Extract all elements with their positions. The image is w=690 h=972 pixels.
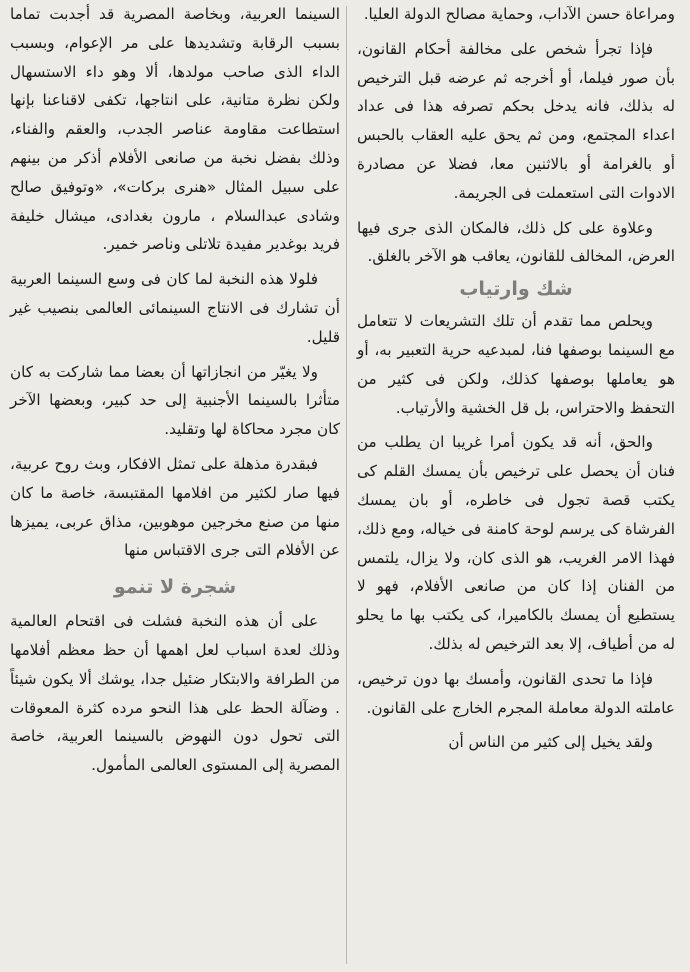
paragraph: ومراعاة حسن الآداب، وحماية مصالح الدولة العليا. [363,5,675,23]
paragraph: على أن هذه النخبة فشلت فى اقتحام العالمية وذلك لعدة اسباب لعل اهمها أن حظ معظم أفلامها من الطرافة والابتكار ضئيل جدا، يوشك ألا يكون شيئاً . وضآلة الحظ على هذا النحو مرده كثرة المعوقات التى تحول دون النهوض بالسينما العربية، خاصة المصرية إلى المستوى العالمى المأمول. [10,612,340,775]
paragraph: السينما العربية، وبخاصة المصرية قد أجدبت تماما بسبب الرقابة وتشديدها على مر الإعوام، وبسبب الداء الذى صاحب مولدها، ألا وهو داء الاستسهال ولكن نظرة متانية، على انتاجها، تكفى لاقناعنا بإنها استطاعت مقاومة عناصر الجدب، والعقم والفناء، وذلك بفضل نخبة من صانعى الأفلام أذكر من بينهم على سبيل المثال «هنرى بركات»، «وتوفيق صالح وشادى عبدالسلام ، مارون بغدادى، ميشال خليفة فريد بوغدير مفيدة تلاتلى وناصر خمير. [10,5,340,254]
paragraph: ويحلص مما تقدم أن تلك التشريعات لا تتعامل مع السينما بوصفها فنا، لمبدعيه حرية التعبير به، أو هو يعاملها بوصفها كذلك، ولكن فى كثير من التحفظ والاحتراس، بل قل الخشية والأرتياب. [357,312,675,417]
paragraph: ولا يغيّر من انجازاتها أن بعضا مما شاركت به كان متأثرا بالسينما الأجنبية إلى حد كبير، وبعضها الآخر كان مجرد محاكاة لها وتقليد. [10,362,340,439]
paragraph: ولقد يخيل إلى كثير من الناس أن [448,733,653,752]
paragraph: فإذا ما تحدى القانون، وأمسك بها دون ترخيص، عاملته الدولة معاملة المجرم الخارج على القانون. [357,669,675,717]
paragraph: فإذا تجرأ شخص على مخالفة أحكام القانون، بأن صور فيلما، أو أخرجه ثم عرضه قبل الترخيص له بذلك، فانه يدخل بحكم تصرفه هذا فى عداد اعداء المجتمع، ومن ثم يحق عليه العقاب بالحبس أو بالغرامة أو بالاثنين معا، فضلا عن مصادرة الادوات التى استعملت فى الجريمة. [357,39,675,202]
column-divider [346,6,347,964]
paragraph: وعلاوة على كل ذلك، فالمكان الذى جرى فيها العرض، المخالف للقانون، يعاقب هو الآخر بالغلق. [357,218,675,266]
paragraph: فبقدرة مذهلة على تمثل الافكار، وبث روح عربية، فيها صار لكثير من افلامها المقتبسة، خاصة ما كان منها من صنع مخرجين موهوبين، مذاق عربى، يميزها عن الأفلام التى جرى الاقتباس منها [10,454,340,560]
section-subheading: شك وارتياب [459,278,573,301]
section-subheading: شجرة لا تنمو [113,576,237,599]
article-column-left [10,0,340,780]
paragraph: فلولا هذه النخبة لما كان فى وسع السينما العربية أن تشارك فى الانتاج السينمائى العالمى بنصيب غير قليل. [10,270,340,346]
article-column-right [357,0,675,757]
paragraph: والحق، أنه قد يكون أمرا غريبا ان يطلب من فنان أن يحصل على ترخيص بأن يمسك القلم كى يكتب قصة تجول فى خاطره، أو بان يمسك الفرشاة كى يرسم لوحة كامنة فى خياله، ومع ذلك، فهذا الامر الغريب، هو الذى كان، ولا يزال، يلتمس من الفنان إذا كان من صانعى الأفلام، فهو لا يستطيع أن يمسك بالكاميرا، كى يكتب بها ما يحلو له من أطياف، إلا بعد الترخيص له بذلك. [357,433,675,653]
